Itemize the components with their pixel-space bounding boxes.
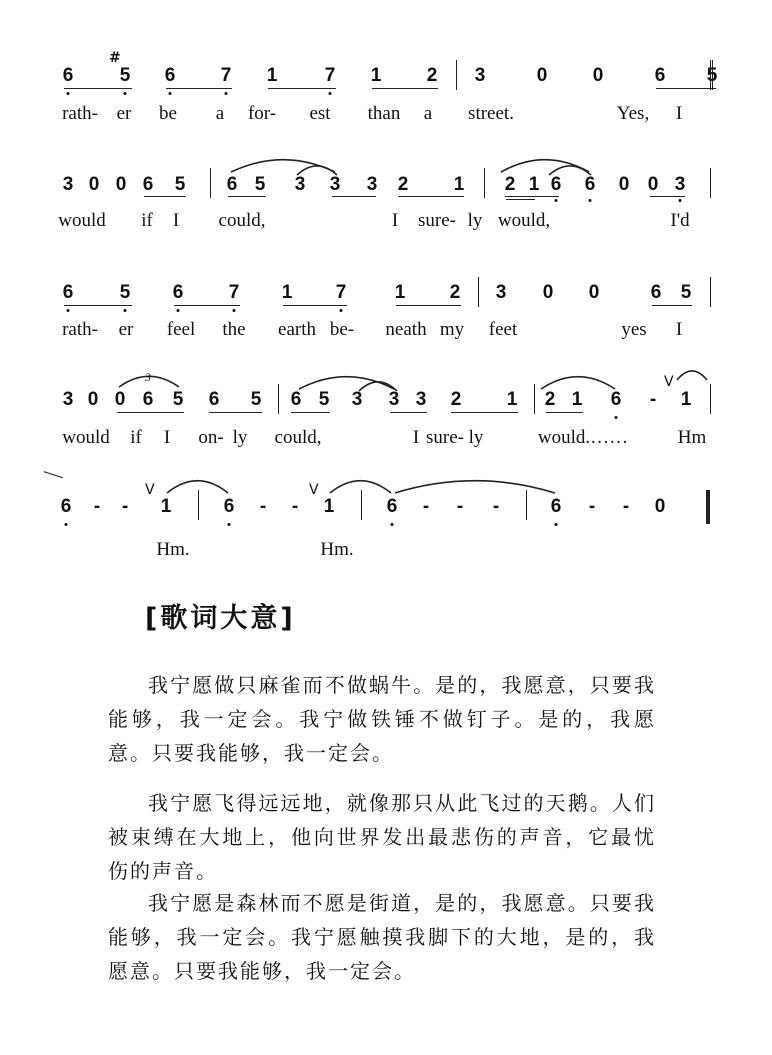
note: 7 — [324, 65, 336, 86]
note: 0 — [88, 174, 100, 195]
note: 1 — [528, 174, 540, 195]
slur-arc — [358, 379, 398, 391]
lyric-word: I'd — [670, 210, 690, 231]
lyric-word: if — [141, 210, 153, 231]
note: 0 — [114, 389, 126, 410]
low-octave-dot — [679, 199, 682, 202]
note: 5 — [706, 65, 718, 86]
note: 3 — [62, 389, 74, 410]
beam-underline — [117, 412, 184, 413]
breath-mark: V — [309, 482, 319, 498]
note: 2 — [450, 389, 462, 410]
note: 3 — [474, 65, 486, 86]
note: 0 — [115, 174, 127, 195]
lyric-word: could, — [274, 427, 322, 448]
note: 1 — [266, 65, 278, 86]
note: 3 — [351, 389, 363, 410]
barline — [710, 168, 711, 198]
note: - — [259, 496, 267, 517]
low-octave-dot — [169, 92, 172, 95]
barline — [210, 168, 211, 198]
barline — [484, 168, 485, 198]
lyric-word: on- — [198, 427, 224, 448]
low-octave-dot — [228, 523, 231, 526]
beam-underline — [64, 88, 132, 89]
lyrics-meaning-paragraph-1: 我宁愿做只麻雀而不做蜗牛。是的，我愿意，只要我能够，我一定会。我宁做铁锤不做钉子。是的，我愿意。只要我能够，我一定会。 — [108, 673, 656, 765]
lyric-word: er — [116, 103, 132, 124]
note: 6 — [550, 496, 562, 517]
lyric-word: feel — [166, 319, 196, 340]
note: 6 — [62, 282, 74, 303]
lyrics-meaning-paragraph-3: 我宁愿是森林而不愿是街道，是的，我愿意。只要我能够，我一定会。我宁愿触摸我脚下的大地，是的，我愿意。只要我能够，我一定会。 — [108, 891, 656, 983]
lyric-word: street. — [468, 103, 514, 124]
note: 1 — [571, 389, 583, 410]
note: 1 — [394, 282, 406, 303]
note: - — [121, 496, 129, 517]
lyric-word: Yes, — [616, 103, 650, 124]
beam-underline — [291, 412, 330, 413]
note: 1 — [506, 389, 518, 410]
low-octave-dot — [177, 309, 180, 312]
low-octave-dot — [391, 523, 394, 526]
lyric-word: Hm — [677, 427, 707, 448]
lyric-word: a — [423, 103, 433, 124]
note: - — [456, 496, 464, 517]
barline — [710, 277, 711, 307]
note: 6 — [226, 174, 238, 195]
note: 1 — [680, 389, 692, 410]
note: 6 — [62, 65, 74, 86]
low-octave-dot — [233, 309, 236, 312]
beam-underline — [372, 88, 438, 89]
note: 6 — [584, 174, 596, 195]
beam-underline — [396, 305, 461, 306]
beam-underline — [268, 88, 336, 89]
note: 6 — [142, 174, 154, 195]
barline — [278, 384, 279, 414]
barline — [712, 60, 713, 90]
note: - — [622, 496, 630, 517]
note: 6 — [142, 389, 154, 410]
note: 6 — [290, 389, 302, 410]
note: 5 — [254, 174, 266, 195]
note: 0 — [654, 496, 666, 517]
note: 6 — [208, 389, 220, 410]
note: 5 — [318, 389, 330, 410]
note: 3 — [674, 174, 686, 195]
lyric-word: rath- — [62, 103, 98, 124]
lyric-word: be — [159, 103, 177, 124]
note: - — [291, 496, 299, 517]
low-octave-dot — [589, 199, 592, 202]
lyrics-meaning-paragraph-2: 我宁愿飞得远远地，就像那只从此飞过的天鹅。人们被束缚在大地上，他向世界发出最悲伤的声音，它最忧伤的声音。 — [108, 791, 656, 883]
lyric-word: rath- — [62, 319, 98, 340]
note: 0 — [536, 65, 548, 86]
low-octave-dot — [615, 416, 618, 419]
note: 5 — [174, 174, 186, 195]
note: 1 — [453, 174, 465, 195]
note: 2 — [449, 282, 461, 303]
low-octave-dot — [67, 92, 70, 95]
note: 3 — [329, 174, 341, 195]
note: 0 — [542, 282, 554, 303]
low-octave-dot — [67, 309, 70, 312]
beam-underline — [451, 412, 518, 413]
note: - — [588, 496, 596, 517]
lyric-word: est — [309, 103, 331, 124]
low-octave-dot — [65, 523, 68, 526]
lyric-word: would.…… — [537, 427, 629, 448]
lyric-word: if — [130, 427, 142, 448]
note: 1 — [160, 496, 172, 517]
note: 1 — [281, 282, 293, 303]
barline — [710, 60, 711, 90]
barline — [198, 490, 199, 520]
note: 6 — [610, 389, 622, 410]
note: 3 — [388, 389, 400, 410]
beam-underline — [650, 196, 685, 197]
note: 2 — [426, 65, 438, 86]
beam-underline — [398, 196, 464, 197]
lyric-word: er — [118, 319, 134, 340]
note: 1 — [323, 496, 335, 517]
beam-underline — [546, 412, 583, 413]
note: 3 — [495, 282, 507, 303]
slur-arc — [166, 478, 229, 494]
note: 5 — [119, 282, 131, 303]
beam-underline — [144, 196, 186, 197]
lyric-word: for- — [247, 103, 277, 124]
note: 5 — [680, 282, 692, 303]
note: 3 — [294, 174, 306, 195]
lyric-word: ly — [467, 210, 483, 231]
lyric-word: I — [391, 210, 399, 231]
sharp-accidental: # — [109, 50, 121, 66]
barline — [526, 490, 527, 520]
beam-underline — [656, 88, 716, 89]
note: 0 — [647, 174, 659, 195]
note: 3 — [62, 174, 74, 195]
lyric-word: would — [58, 210, 106, 231]
barline — [710, 384, 711, 414]
lyric-word: could, — [218, 210, 266, 231]
low-octave-dot — [340, 309, 343, 312]
lyric-word: sure- — [426, 427, 464, 448]
note: 7 — [228, 282, 240, 303]
low-octave-dot — [555, 523, 558, 526]
note: 6 — [223, 496, 235, 517]
low-octave-dot — [329, 92, 332, 95]
low-octave-dot — [124, 92, 127, 95]
note: 1 — [370, 65, 382, 86]
note: 6 — [164, 65, 176, 86]
lyric-word: a — [215, 103, 225, 124]
lyric-word: I — [163, 427, 171, 448]
beam-underline — [166, 88, 232, 89]
note: 0 — [618, 174, 630, 195]
note: - — [422, 496, 430, 517]
note: 7 — [220, 65, 232, 86]
note: - — [649, 389, 657, 410]
breath-mark: V — [145, 482, 155, 498]
note: 0 — [592, 65, 604, 86]
beam-underline — [283, 305, 347, 306]
beam-underline — [652, 305, 692, 306]
low-octave-dot — [555, 199, 558, 202]
lyric-word: I — [675, 319, 683, 340]
lyric-word: my — [439, 319, 465, 340]
lyric-word: I — [675, 103, 683, 124]
note: 6 — [654, 65, 666, 86]
breath-mark: V — [664, 374, 674, 390]
barline — [456, 60, 457, 90]
note: - — [93, 496, 101, 517]
note: 0 — [87, 389, 99, 410]
lyric-word: the — [222, 319, 246, 340]
slur-arc-continuation — [41, 471, 63, 486]
lyric-word: sure- — [418, 210, 456, 231]
beam-underline — [506, 199, 535, 200]
triplet-mark: 3 — [145, 370, 151, 384]
note: 2 — [504, 174, 516, 195]
lyric-word: feet — [488, 319, 518, 340]
final-barline — [706, 490, 710, 524]
slur-arc — [394, 478, 556, 494]
lyric-word: ly — [468, 427, 484, 448]
section-title: [歌词大意] — [145, 603, 296, 634]
lyric-word: I — [412, 427, 420, 448]
note: - — [492, 496, 500, 517]
note: 0 — [588, 282, 600, 303]
lyric-word: Hm. — [156, 539, 190, 560]
lyric-word: would — [62, 427, 110, 448]
lyric-word: neath — [385, 319, 427, 340]
note: 5 — [119, 65, 131, 86]
beam-underline — [228, 196, 266, 197]
slur-arc — [540, 374, 616, 390]
beam-underline — [209, 412, 262, 413]
lyric-word: ly — [232, 427, 248, 448]
beam-underline — [505, 196, 559, 197]
note: 6 — [550, 174, 562, 195]
lyric-word: Hm. — [320, 539, 354, 560]
low-octave-dot — [124, 309, 127, 312]
note: 3 — [366, 174, 378, 195]
slur-arc — [329, 478, 392, 494]
note: 6 — [650, 282, 662, 303]
barline — [534, 384, 535, 414]
note: 5 — [250, 389, 262, 410]
note: 2 — [397, 174, 409, 195]
note: 6 — [60, 496, 72, 517]
note: 2 — [544, 389, 556, 410]
barline — [478, 277, 479, 307]
lyric-word: I — [172, 210, 180, 231]
lyric-word: earth — [278, 319, 316, 340]
lyric-word: would, — [497, 210, 551, 231]
beam-underline — [64, 305, 132, 306]
note: 5 — [172, 389, 184, 410]
note: 6 — [386, 496, 398, 517]
note: 7 — [335, 282, 347, 303]
barline — [361, 490, 362, 520]
lyric-word: be- — [329, 319, 355, 340]
note: 6 — [172, 282, 184, 303]
slur-arc — [548, 163, 592, 175]
beam-underline — [174, 305, 240, 306]
lyric-word: yes — [621, 319, 647, 340]
slur-arc — [676, 368, 708, 380]
lyric-word: than — [367, 103, 401, 124]
low-octave-dot — [225, 92, 228, 95]
beam-underline — [390, 412, 427, 413]
note: 3 — [415, 389, 427, 410]
slur-arc — [296, 163, 338, 175]
beam-underline — [332, 196, 376, 197]
